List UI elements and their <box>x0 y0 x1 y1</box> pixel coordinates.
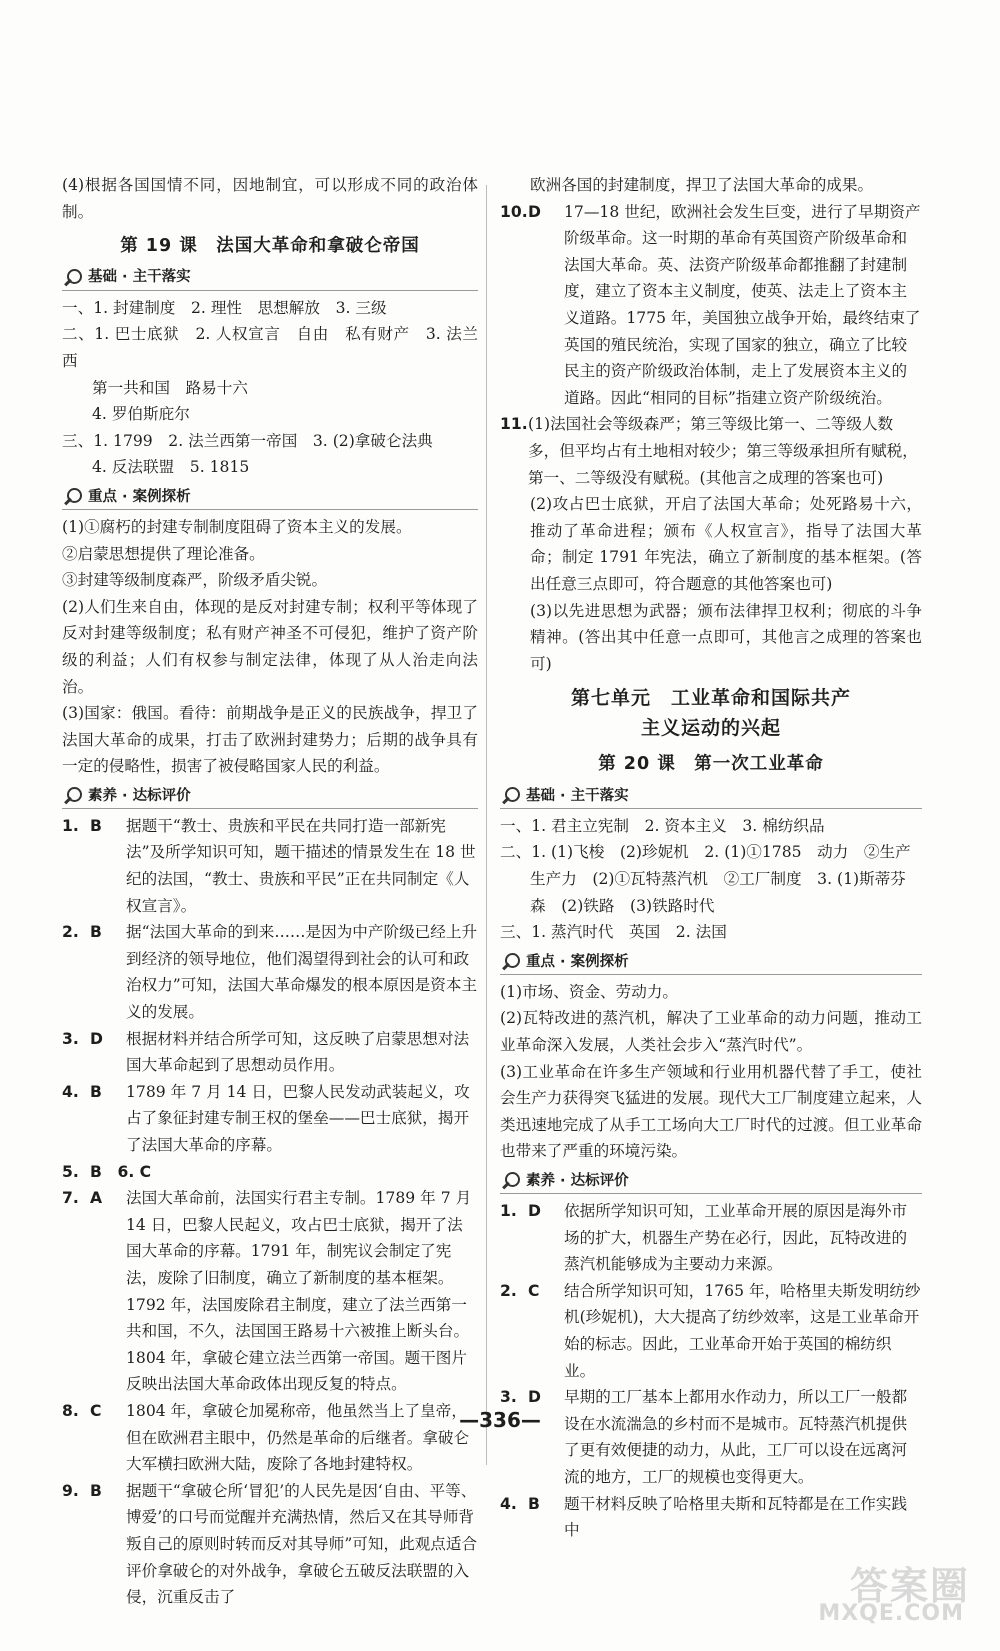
key-line: (3)国家：俄国。看待：前期战争是正义的民族战争，捍卫了法国大革命的成果，打击了欧洲封建势力；后期的战争具有一定的侵略性，损害了被侵略国家人民的利益。 <box>62 704 478 776</box>
question-explanation: 早期的工厂基本上都用水作动力，所以工厂一般都设在水流湍急的乡村而不是城市。瓦特蒸汽机提供了更有效便捷的动力，从此，工厂可以设在远离河流的地方，工厂的规模也变得更大。 <box>564 1388 908 1486</box>
unit-title <box>500 683 922 743</box>
magnifier-icon <box>62 786 82 806</box>
question-number: 9. <box>62 1481 79 1500</box>
magnifier-icon <box>62 487 82 507</box>
key-line: (1)①腐朽的封建专制制度阻碍了资本主义的发展。 <box>62 517 412 536</box>
question-number: 1. <box>62 816 79 835</box>
question-answer: D <box>90 1029 103 1048</box>
question-number: 4. <box>500 1494 517 1513</box>
question-item <box>500 1384 922 1490</box>
left-column <box>62 172 478 1611</box>
question-answer: D <box>528 1388 541 1407</box>
section-header-label: 重点 · 案例探析 <box>88 488 191 505</box>
basic-line: 一、1. 君主立宪制 2. 资本主义 3. 棉纺织品 <box>500 816 825 835</box>
magnifier-icon <box>62 268 82 288</box>
question-number: 1. <box>500 1202 517 1220</box>
question-answer: D <box>528 202 541 221</box>
magnifier-icon <box>500 1171 520 1191</box>
question-item <box>62 1185 478 1398</box>
question-explanation: 根据材料并结合所学可知，这反映了启蒙思想对法国大革命起到了思想动员作用。 <box>126 1029 470 1075</box>
section-header-label: 素养 · 达标评价 <box>526 1172 629 1189</box>
basic-line: 生产力 (2)①瓦特蒸汽机 ②工厂制度 3. (1)斯蒂芬 <box>530 870 906 889</box>
question-explanation <box>151 1159 478 1186</box>
question-answer: B <box>90 923 102 942</box>
question-explanation: 结合所学知识可知，1765 年，哈格里夫斯发明纺纱机(珍妮机)，大大提高了纺纱效率，这是工业革命开始的标志。因此，工业革命开始于英国的棉纺织业。 <box>564 1281 921 1380</box>
continued-text: 欧洲各国的封建制度，捍卫了法国大革命的成果。 <box>530 176 874 194</box>
question-item <box>62 1478 478 1611</box>
magnifier-icon <box>500 952 520 972</box>
section-header-label: 素养 · 达标评价 <box>88 787 191 804</box>
lesson-20-title: 第 20 课 第一次工业革命 <box>598 754 824 775</box>
section-header-key <box>500 950 922 975</box>
question-number: 4. <box>62 1082 79 1101</box>
question-number: 8. <box>62 1401 79 1420</box>
question-answer: A <box>90 1189 103 1208</box>
question-item <box>62 1079 478 1159</box>
question-number: 7. <box>62 1189 79 1208</box>
right-column <box>500 172 922 1544</box>
key-line: (3)工业革命在许多生产领域和行业用机器代替了手工，使社会生产力获得突飞猛进的发展。现代大工厂制度建立起来，人类迅速地完成了从手工工场向大工厂时代的过渡。但工业革命也带来了严重的环境污染。 <box>500 1062 922 1161</box>
section-header-label: 重点 · 案例探析 <box>526 953 629 970</box>
key-line: ③封建等级制度森严，阶级矛盾尖锐。 <box>62 571 328 590</box>
watermark-text: 答案圈 <box>849 1564 970 1608</box>
question-item <box>62 1026 478 1079</box>
question-explanation: 17—18 世纪，欧洲社会发生巨变，进行了早期资产阶级革命。这一时期的革命有英国资产阶级革命和法国大革命。英、法资产阶级革命都推翻了封建制度，建立了资本主义制度，使英、法走上了资本主义道路。1775 年，美国独立战争开始，最终结束了英国的殖民统治，实现了国家的独立，确立了比较民主的资产阶级政治体制，走上了发展资本主义的道路。因此“相同的目标”指建立资产阶级统治。 <box>564 202 921 407</box>
page-number: —336— <box>459 1408 541 1432</box>
section-header-basic <box>62 266 478 291</box>
section-header-label: 基础 · 主干落实 <box>88 269 191 286</box>
question-number: 2. <box>62 923 79 942</box>
question-item <box>500 1491 922 1544</box>
question-explanation: 题干材料反映了哈格里夫斯和瓦特都是在工作实践中 <box>564 1494 908 1540</box>
key-line: (2)瓦特改进的蒸汽机，解决了工业革命的动力问题，推动工业革命深入发展，人类社会步入“蒸汽时代”。 <box>500 1009 922 1055</box>
question-item <box>500 199 922 412</box>
basic-line: 一、1. 封建制度 2. 理性 思想解放 3. 三级 <box>62 298 387 317</box>
question-explanation: 依据所学知识可知，工业革命开展的原因是海外市场的扩大，机器生产势在必行，因此，瓦特改进的蒸汽机能够成为主要动力来源。 <box>564 1202 908 1274</box>
question-item <box>500 1198 922 1278</box>
key-line: ②启蒙思想提供了理论准备。 <box>62 544 265 563</box>
unit-title-line: 第七单元 工业革命和国际共产 <box>570 687 851 710</box>
question-item <box>500 411 922 491</box>
question-item <box>500 1278 922 1384</box>
column-divider <box>486 185 487 1465</box>
watermark-url: MXQE.COM <box>818 1601 964 1626</box>
q11-part: (3)以先进思想为武器；颁布法律捍卫权利；彻底的斗争精神。(答出其中任意一点即可，其他言之成理的答案也可) <box>530 601 922 673</box>
watermark-logo <box>800 1555 970 1635</box>
lesson-19-title: 第 19 课 法国大革命和拿破仑帝国 <box>120 236 420 257</box>
question-explanation: 1804 年，拿破仑加冕称帝，他虽然当上了皇帝，但在欧洲君主眼中，仍然是革命的后继者。拿破仑大军横扫欧洲大陆，废除了各地封建特权。 <box>126 1401 470 1474</box>
question-answer: C <box>90 1401 102 1420</box>
question-answer: B 6. C <box>90 1162 152 1181</box>
key-line: (1)市场、资金、劳动力。 <box>500 982 679 1001</box>
question-answer: B <box>528 1494 540 1513</box>
basic-line: 三、1. 蒸汽时代 英国 2. 法国 <box>500 923 727 942</box>
question-explanation: 法国大革命前，法国实行君主专制。1789 年 7 月 14 日，巴黎人民起义，攻占巴士底狱，揭开了法国大革命的序幕。1791 年，制宪议会制定了宪法，废除了旧制度，确立了新制度的基本框架。1792 年，法国废除君主制度，建立了法兰西第一共和国，不久，法国国王路易十六被推上断头台。1804 年，拿破仑建立法兰西第一帝国。题干图片反映出法国大革命政体出现反复的特点。 <box>126 1189 472 1394</box>
question-number: 2. <box>500 1281 517 1300</box>
question-explanation: 1789 年 7 月 14 日，巴黎人民发动武装起义，攻占了象征封建专制王权的堡垒——巴士底狱，揭开了法国大革命的序幕。 <box>126 1082 470 1154</box>
section-header-key <box>62 485 478 510</box>
basic-line: 二、1. (1)飞梭 (2)珍妮机 2. (1)①1785 动力 ②生产 <box>500 843 911 862</box>
q11-part: (2)攻占巴士底狱，开启了法国大革命；处死路易十六，推动了革命进程；颁布《人权宣言》，指导了法国大革命；制定 1791 年宪法，确立了新制度的基本框架。(答出任意三点即可，符合题意的其他答案也可) <box>530 495 922 593</box>
question-answer: D <box>528 1202 541 1220</box>
question-number: 11. <box>500 415 528 434</box>
question-explanation: 据题干“教士、贵族和平民在共同打造一部新宪法”及所学知识可知，题干描述的情景发生在 18 世纪的法国，“教士、贵族和平民”正在共同制定《人权宣言》。 <box>126 816 476 915</box>
question-number: 3. <box>62 1029 79 1048</box>
intro-paragraph: (4)根据各国国情不同，因地制宜，可以形成不同的政治体制。 <box>62 176 478 221</box>
basic-line: 4. 反法联盟 5. 1815 <box>92 458 250 477</box>
basic-line: 二、1. 巴士底狱 2. 人权宣言 自由 私有财产 3. 法兰西 <box>62 325 478 370</box>
section-header-basic <box>500 784 922 809</box>
question-answer: C <box>528 1281 540 1300</box>
question-explanation: 据“法国大革命的到来……是因为中产阶级已经上升到经济的领导地位，他们渴望得到社会的认可和政治权力”可知，法国大革命爆发的根本原因是资本主义的发展。 <box>126 923 478 1022</box>
question-number: 5. <box>62 1162 79 1181</box>
question-item <box>62 919 478 1025</box>
section-header-eval <box>500 1169 922 1194</box>
question-item <box>62 1159 478 1186</box>
basic-line: 三、1. 1799 2. 法兰西第一帝国 3. (2)拿破仑法典 <box>62 431 433 450</box>
question-item <box>62 813 478 919</box>
question-explanation: (1)法国社会等级森严；第三等级比第一、二等级人数多，但平均占有土地相对较少；第三等级承担所有赋税，第一、二等级没有赋税。(其他言之成理的答案也可) <box>528 415 918 487</box>
question-number: 3. <box>500 1388 517 1407</box>
section-header-eval <box>62 784 478 809</box>
basic-line: 第一共和国 路易十六 <box>92 378 248 397</box>
section-header-label: 基础 · 主干落实 <box>526 787 629 804</box>
basic-line: 4. 罗伯斯庇尔 <box>92 405 190 424</box>
unit-title-line: 主义运动的兴起 <box>640 717 781 740</box>
question-number: 10. <box>500 202 528 221</box>
question-explanation: 据题干“拿破仑所‘冒犯’的人民先是因‘自由、平等、博爱’的口号而觉醒并充满热情，然后又在其导师背叛自己的原则时转而反对其导师”可知，此观点适合评价拿破仑的对外战争，拿破仑五破反法联盟的入侵，沉重反击了 <box>126 1481 478 1607</box>
question-answer: B <box>90 1082 102 1101</box>
basic-line: 森 (2)铁路 (3)铁路时代 <box>530 896 715 915</box>
key-line: (2)人们生来自由，体现的是反对封建专制；权利平等体现了反对封建等级制度；私有财产神圣不可侵犯，维护了资产阶级的利益；人们有权参与制定法律，体现了从人治走向法治。 <box>62 597 478 696</box>
magnifier-icon <box>500 786 520 806</box>
question-answer: B <box>90 816 102 835</box>
question-answer: B <box>90 1481 102 1500</box>
